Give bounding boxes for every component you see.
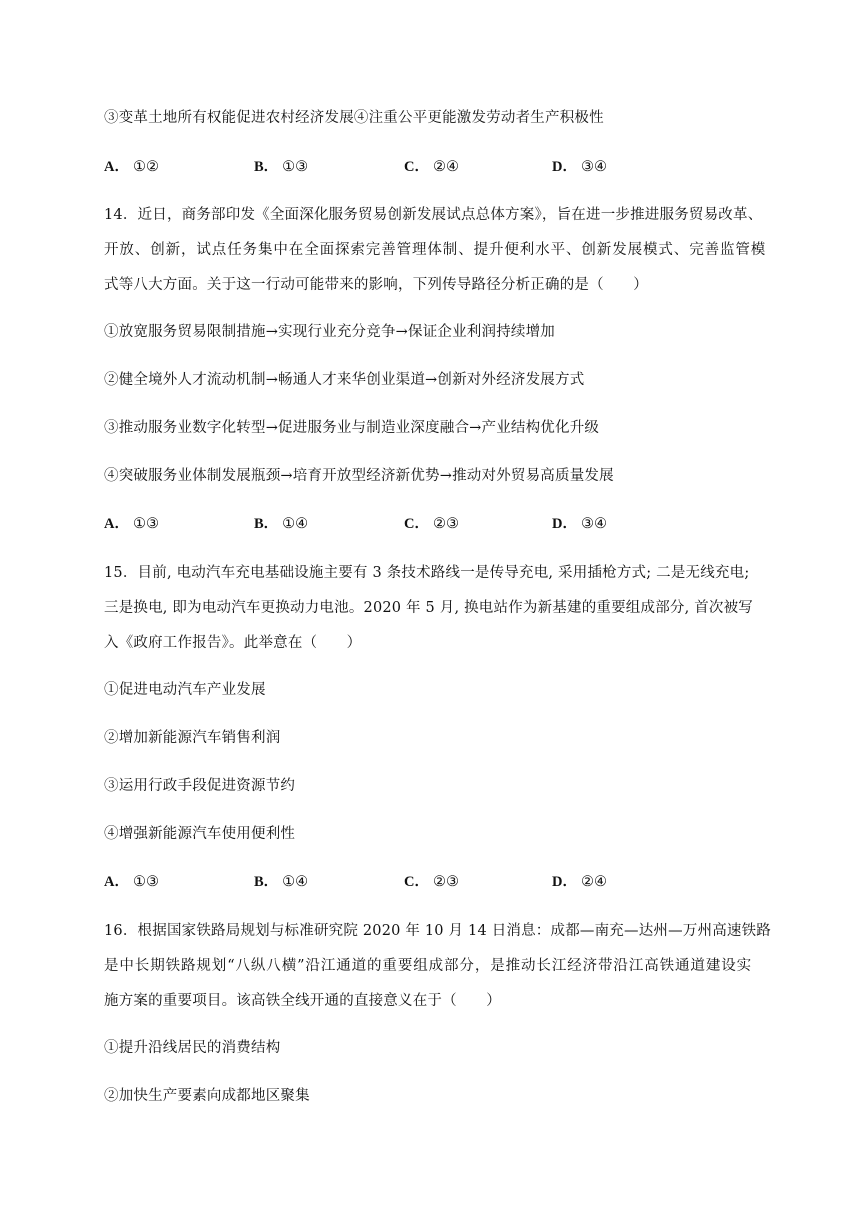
q15-stem-line: 15．目前, 电动汽车充电基础设施主要有 3 条技术路线一是传导充电, 采用插枪方式; 二是无线充电; bbox=[104, 565, 750, 581]
option-text: ①③ bbox=[132, 874, 159, 890]
q13-option-c bbox=[404, 157, 459, 177]
q14-item: ②健全境外人才流动机制→畅通人才来华创业渠道→创新对外经济发展方式 bbox=[104, 372, 585, 388]
q15-item: ①促进电动汽车产业发展 bbox=[104, 682, 266, 698]
q14-stem-line: 式等八大方面。关于这一行动可能带来的影响，下列传导路径分析正确的是（ ） bbox=[104, 277, 648, 293]
q15-option-b bbox=[254, 872, 308, 892]
q14-item: ①放宽服务贸易限制措施→实现行业充分竞争→保证企业利润持续增加 bbox=[104, 324, 555, 340]
option-letter: A． bbox=[104, 159, 129, 175]
q15-option-d bbox=[552, 872, 607, 892]
option-letter: C． bbox=[404, 159, 429, 175]
option-letter: C． bbox=[404, 874, 429, 890]
option-letter: A． bbox=[104, 874, 129, 890]
option-text: ②④ bbox=[580, 874, 607, 890]
option-text: ①② bbox=[132, 159, 159, 175]
option-text: ③④ bbox=[580, 516, 607, 532]
option-letter: D． bbox=[552, 874, 577, 890]
q15-option-c bbox=[404, 872, 459, 892]
q16-stem-line: 16．根据国家铁路局规划与标准研究院 2020 年 10 月 14 日消息：成都—南充—达州—万州高速铁路 bbox=[104, 923, 772, 939]
q13-option-d bbox=[552, 157, 607, 177]
option-letter: D． bbox=[552, 159, 577, 175]
q15-stem-line: 入《政府工作报告》。此举意在（ ） bbox=[104, 635, 362, 651]
q14-item: ④突破服务业体制发展瓶颈→培育开放型经济新优势→推动对外贸易高质量发展 bbox=[104, 468, 614, 484]
option-letter: B． bbox=[254, 159, 279, 175]
option-text: ③④ bbox=[580, 159, 607, 175]
q16-stem-line: 是中长期铁路规划“八纵八横”沿江通道的重要组成部分，是推动长江经济带沿江高铁通道建设实 bbox=[104, 958, 753, 974]
q14-item: ③推动服务业数字化转型→促进服务业与制造业深度融合→产业结构优化升级 bbox=[104, 420, 600, 436]
option-letter: D． bbox=[552, 516, 577, 532]
q15-item: ④增强新能源汽车使用便利性 bbox=[104, 826, 296, 842]
option-text: ①④ bbox=[282, 874, 309, 890]
q15-item: ②增加新能源汽车销售利润 bbox=[104, 730, 281, 746]
q14-stem-line: 14．近日，商务部印发《全面深化服务贸易创新发展试点总体方案》，旨在进一步推进服务贸易改革、 bbox=[104, 207, 763, 223]
option-text: ①③ bbox=[282, 159, 309, 175]
q15-stem-line: 三是换电, 即为电动汽车更换动力电池。2020 年 5 月, 换电站作为新基建的重要组成部分, 首次被写 bbox=[104, 600, 754, 616]
q13-option-a bbox=[104, 157, 159, 177]
option-letter: A． bbox=[104, 516, 129, 532]
q16-stem-line: 施方案的重要项目。该高铁全线开通的直接意义在于（ ） bbox=[104, 993, 501, 1009]
q16-item: ①提升沿线居民的消费结构 bbox=[104, 1040, 281, 1056]
option-text: ①④ bbox=[282, 516, 309, 532]
q16-item: ②加快生产要素向成都地区聚集 bbox=[104, 1088, 310, 1104]
q13-item-line: ③变革土地所有权能促进农村经济发展④注重公平更能激发劳动者生产积极性 bbox=[104, 110, 604, 126]
q14-option-d bbox=[552, 514, 607, 534]
q14-option-c bbox=[404, 514, 459, 534]
q14-option-b bbox=[254, 514, 308, 534]
option-text: ②③ bbox=[432, 874, 459, 890]
option-letter: B． bbox=[254, 516, 279, 532]
q14-stem-line: 开放、创新，试点任务集中在全面探索完善管理体制、提升便利水平、创新发展模式、完善监管模 bbox=[104, 242, 767, 258]
q13-option-b bbox=[254, 157, 308, 177]
option-letter: C． bbox=[404, 516, 429, 532]
option-letter: B． bbox=[254, 874, 279, 890]
q14-option-a bbox=[104, 514, 159, 534]
q15-item: ③运用行政手段促进资源节约 bbox=[104, 778, 296, 794]
option-text: ②④ bbox=[432, 159, 459, 175]
option-text: ①③ bbox=[132, 516, 159, 532]
option-text: ②③ bbox=[432, 516, 459, 532]
q15-option-a bbox=[104, 872, 159, 892]
